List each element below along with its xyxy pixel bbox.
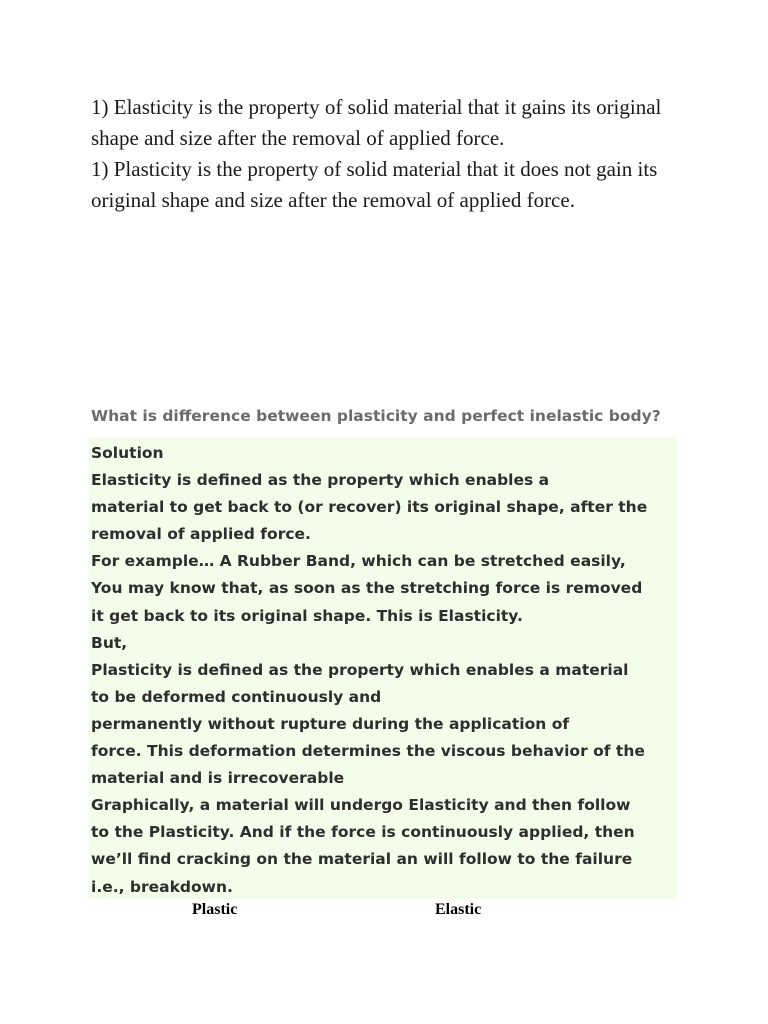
solution-line: it get back to its original shape. This is Elasticity. [91, 606, 523, 625]
solution-line: permanently without rupture during the application of [91, 714, 570, 733]
solution-line: material to get back to (or recover) its original shape, after the [91, 498, 648, 517]
solution-line: But, [91, 633, 128, 652]
solution-box [89, 437, 678, 899]
solution-line: For example… A Rubber Band, which can be stretched easily, [91, 552, 626, 571]
plasticity-definition: 1) Plasticity is the property of solid material that it does not gain its original shape and size after the removal of applied force. [91, 157, 658, 212]
solution-line: You may know that, as soon as the stretching force is removed [91, 579, 643, 598]
table-header-plastic: Plastic [192, 901, 238, 918]
table-header-elastic: Elastic [435, 901, 482, 918]
solution-line: we’ll find cracking on the material an will follow to the failure [91, 850, 633, 869]
solution-line: Plasticity is defined as the property which enables a material [91, 660, 629, 679]
solution-line: i.e., breakdown. [91, 877, 233, 896]
solution-title: Solution [91, 444, 164, 462]
elasticity-definition: 1) Elasticity is the property of solid material that it gains its original shape and size after the removal of applied force. [91, 95, 662, 150]
solution-line: material and is irrecoverable [91, 769, 345, 788]
intro-text [91, 92, 691, 216]
question-heading: What is difference between plasticity and perfect inelastic body? [91, 407, 661, 425]
solution-line: to be deformed continuously and [91, 687, 382, 706]
solution-line: Graphically, a material will undergo Elasticity and then follow [91, 796, 631, 815]
solution-line: removal of applied force. [91, 525, 311, 544]
solution-line: force. This deformation determines the viscous behavior of the [91, 742, 645, 761]
solution-line: Elasticity is defined as the property which enables a [91, 471, 550, 490]
solution-line: to the Plasticity. And if the force is continuously applied, then [91, 823, 635, 842]
